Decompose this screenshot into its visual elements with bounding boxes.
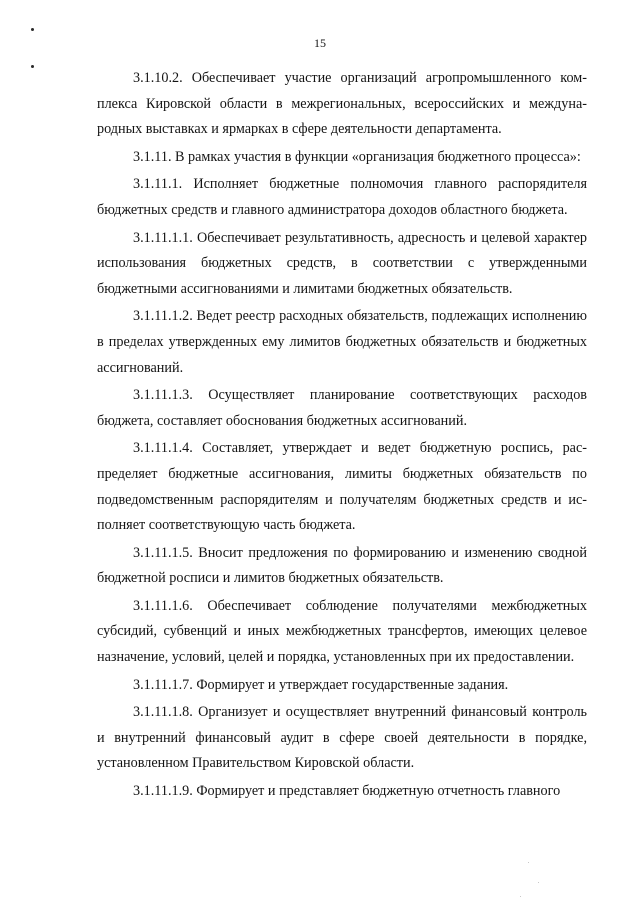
paragraph-3-1-11-1-9: 3.1.11.1.9. Формирует и представляет бюджетную отчетность главного — [133, 783, 561, 800]
page-number: 15 — [314, 36, 326, 50]
paragraph-3-1-10-2: 3.1.10.2. Обеспечивает участие организаций агропромышленного комплекса Кировской области в межрегиональных, всероссийских и международных выставках и ярмарках в сфере деятельности департамента. — [97, 70, 587, 138]
paragraph-3-1-11: 3.1.11. В рамках участия в функции «организация бюджетного процесса»: — [133, 148, 581, 165]
paragraph-3-1-11-1-7: 3.1.11.1.7. Формирует и утверждает государственные задания. — [133, 676, 509, 693]
paragraph-3-1-11-1-5: 3.1.11.1.5. Вносит предложения по формированию и изменению сводной бюджетной росписи и лимитов бюджетных обязательств. — [97, 544, 587, 587]
scan-speck — [520, 896, 521, 897]
paragraph-3-1-11-1-8: 3.1.11.1.8. Организует и осуществляет внутренний финансовый контроль и внутренний финансовый аудит в сфере своей деятельности в порядке, установленном Правительством Кировской области. — [97, 704, 587, 772]
scan-mark — [31, 65, 34, 68]
paragraph-3-1-11-1-6: 3.1.11.1.6. Обеспечивает соблюдение получателями межбюджетных субсидий, субвенций и иных межбюджетных трансфертов, имеющих целевое назначение, условий, целей и порядка, установленных при их предоставлении. — [97, 597, 587, 666]
paragraph-3-1-11-1-3: 3.1.11.1.3. Осуществляет планирование соответствующих расходов бюджета, составляет обоснования бюджетных ассигнований. — [97, 387, 587, 429]
scan-mark — [31, 28, 34, 31]
paragraph-3-1-11-1-4: 3.1.11.1.4. Составляет, утверждает и ведет бюджетную роспись, распределяет бюджетные ассигнования, лимиты бюджетных обязательств по подведомственным распорядителям и получателям бюджетных средств и исполняет соответствующую часть бюджета. — [97, 440, 587, 534]
document-body — [97, 66, 587, 807]
scan-speck — [528, 862, 529, 863]
paragraph-3-1-11-1-1: 3.1.11.1.1. Обеспечивает результативность, адресность и целевой характер использования бюджетных средств, в соответствии с утвержденными бюджетными ассигнованиями и лимитами бюджетных обязательств. — [97, 229, 587, 297]
paragraph-3-1-11-1: 3.1.11.1. Исполняет бюджетные полномочия главного распорядителя бюджетных средств и главного администратора доходов областного бюджета. — [97, 176, 587, 218]
scan-speck — [538, 882, 539, 883]
paragraph-3-1-11-1-2: 3.1.11.1.2. Ведет реестр расходных обязательств, подлежащих исполнению в пределах утвержденных ему лимитов бюджетных обязательств и бюджетных ассигнований. — [97, 308, 587, 376]
